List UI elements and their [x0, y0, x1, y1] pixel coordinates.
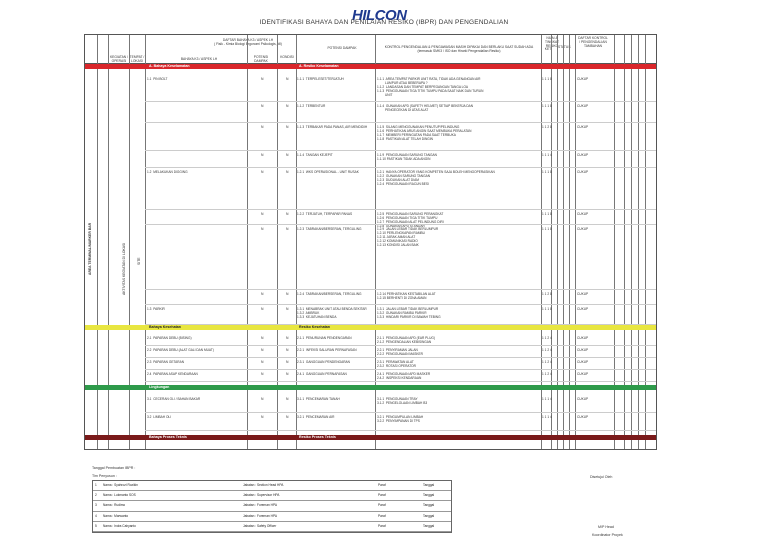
activity-cell: 2.3 PAPARAN GETARAN	[147, 360, 185, 364]
kondisi-marker: N	[261, 170, 264, 174]
team-table	[92, 480, 452, 533]
hazard-cell: 3.2.1 PENCEMARAN AIR	[297, 415, 335, 419]
team-member-row	[93, 522, 451, 532]
row-divider	[145, 381, 656, 382]
kondisi-marker: N	[261, 125, 264, 129]
kondisi-marker: N	[261, 360, 264, 364]
table-row	[85, 334, 656, 346]
score-cell: 1 1 1 8	[542, 227, 552, 231]
team-tgl: Tanggal	[423, 493, 435, 498]
hazard-cell: 1.1.3 TERBAKAR PADA PANAS, AIR MENDIDIH	[297, 125, 368, 129]
table-row	[85, 358, 656, 370]
section-label-right: Resiko Proses Teknis	[299, 435, 336, 439]
score-cell: 1 1 2 8	[542, 292, 552, 296]
kondisi-marker: N	[286, 227, 289, 231]
ibpr-table	[84, 34, 657, 450]
kondisi-marker: N	[286, 212, 289, 216]
team-rows	[93, 481, 451, 532]
team-jab: Jabatan : Foreman HPA	[243, 503, 277, 508]
activity-cell: 1.3 PARKIR	[147, 307, 165, 311]
header-ket: KET	[544, 47, 552, 51]
hazard-cell: 1.1.4 TANGAN KEJEPIT	[297, 153, 333, 157]
kondisi-marker: N	[286, 360, 289, 364]
controls-cell: 2.1.1 PENGGUNAAN APD (EAR PLUG) 2.1.2 PENGENDALIAN KEBISINGAN	[377, 336, 435, 344]
header-aspek-sub: ( Fisik - Kimia Biologi Ergonomi Psikologis, dll)	[214, 42, 282, 46]
company-logo: HILCON	[352, 7, 407, 24]
section-band-health	[85, 325, 656, 330]
table-header	[85, 35, 656, 64]
header-bahaya: BAHAYA K3 / ASPEK LH	[180, 57, 218, 61]
hazard-cell: 2.2.1 INFEKSI SALURAN PERNAFASAN	[297, 348, 357, 352]
controls-cell: 1.1.1 AREA TEMPAT PARKIR UNIT RATA, TIDAK ADA GENANGAN AIR LUMPUR ATAU BEBERAPA ? 1.1.2 LANDASAN DAN TEMPAT BERPEGANGAN TANGA LOA 1.1.3 PENGGUNAAN TIGA TITIK TUMPU PADA SAAT NAIK DAN TURUN UNIT	[377, 77, 484, 97]
kondisi-marker: N	[261, 104, 264, 108]
controls-cell: 1.2.14 PERHATIKAN KESTABILAN ALAT 1.2.15 BERHENTI DI ZONA AMAN	[377, 292, 436, 300]
status-cell: CUKUP	[577, 212, 589, 216]
controls-cell: 1.2.9 JALAN LEBAR TIDAK BERLUMPUR 1.2.10 PERLENGKAPAN RAMBU 1.2.11 JARAK AMAN ALAT 1.2.12 KOMUNIKASI RADIO 1.2.13 KONDISI JALAN BAIK	[377, 227, 439, 247]
status-cell: CUKUP	[577, 170, 589, 174]
team-nama: Nama : Lukmanto SOS	[103, 493, 136, 498]
score-cell: 1 1 1 4	[542, 153, 552, 157]
team-no: 1	[95, 483, 97, 487]
activity-cell: 1.1 PIN BOLT	[147, 77, 168, 81]
kondisi-marker: N	[286, 153, 289, 157]
table-row	[85, 210, 656, 228]
table-row	[85, 102, 656, 123]
score-cell: 1 1 1 4	[542, 415, 552, 419]
table-row	[85, 395, 656, 413]
footer-tim: Tim Penyusun :	[92, 474, 117, 478]
kondisi-marker: N	[261, 292, 264, 296]
table-row	[85, 75, 656, 102]
kondisi-marker: N	[286, 336, 289, 340]
team-member-row	[93, 512, 451, 522]
team-jab: Jabatan : Supervisor HPA	[243, 493, 280, 498]
kondisi-marker: N	[286, 397, 289, 401]
score-cell: 1 1 2 4	[542, 372, 552, 376]
status-cell: CUKUP	[577, 360, 589, 364]
team-paraf: Paraf	[378, 513, 386, 518]
section-band-safety	[85, 64, 656, 69]
status-cell: CUKUP	[577, 307, 589, 311]
score-cell: 1 1 1 8	[542, 104, 552, 108]
team-member-row	[93, 481, 451, 491]
hazard-cell: 1.2.4 TABRAKAN/BERSERAN, TERGULING	[297, 292, 362, 296]
status-cell: CUKUP	[577, 336, 589, 340]
team-no: 2	[95, 493, 97, 498]
team-nama: Nama : Syahrozi Rozikin	[103, 483, 138, 487]
status-cell: CUKUP	[577, 104, 589, 108]
team-tgl: Tanggal	[423, 513, 435, 518]
activity-cell: 2.4 PAPARAN ASAP KENDARAAN	[147, 372, 198, 376]
header-kegiatan: KEGIATAN / OPERASI	[109, 55, 128, 63]
kondisi-marker: N	[261, 336, 264, 340]
team-tgl: Tanggal	[423, 483, 435, 487]
kondisi-marker: N	[261, 307, 264, 311]
score-cell: 1 1 2 4	[542, 336, 552, 340]
score-cell: 1 1 1 8	[542, 77, 552, 81]
team-no: 3	[95, 503, 97, 508]
header-tambahan: DAFTAR KONTROL / PENGENDALIAN TAMBAHAN	[578, 36, 608, 48]
score-cell: 1 1 2 8	[542, 125, 552, 129]
status-cell: CUKUP	[577, 77, 589, 81]
activity-cell: 3.1 CECERAN OLI / BAHAN BAKAR	[147, 397, 201, 401]
header-kondisi: KONDISI	[280, 55, 294, 59]
hazard-cell: 1.1.2 TERBENTUR	[297, 104, 326, 108]
controls-cell: 1.1.4 GUNAKAN APD (SAFETY HELMET) SETIAP BEKERJA DAN PENGECEKAN DI ATAS ALAT	[377, 104, 474, 112]
status-cell: CUKUP	[577, 292, 589, 296]
activity-cell: 1.2 MELAKUKAN DIGGING	[147, 170, 188, 174]
team-member-row	[93, 491, 451, 501]
kondisi-marker: N	[286, 125, 289, 129]
status-cell: CUKUP	[577, 227, 589, 231]
kondisi-marker: N	[261, 77, 264, 81]
score-cell: 1 1 1 8	[542, 170, 552, 174]
score-cell: 1 1 1 8	[542, 307, 552, 311]
status-cell: CUKUP	[577, 397, 589, 401]
hazard-cell: 2.4.1 GANGGUAN PERNAFASAN	[297, 372, 347, 376]
score-cell: 1 1 1 8	[542, 212, 552, 216]
kondisi-marker: N	[261, 227, 264, 231]
header-tempat: TEMPAT / LOKASI	[129, 55, 145, 63]
section-label-right: Resiko Kesehatan	[299, 325, 330, 329]
team-paraf: Paraf	[378, 503, 386, 508]
table-row	[85, 413, 656, 431]
kondisi-marker: N	[261, 212, 264, 216]
status-cell: CUKUP	[577, 348, 589, 352]
score-cell: 1 1 2 4	[542, 348, 552, 352]
team-nama: Nama : Indra Cahyanto	[103, 523, 136, 528]
hazard-cell: 1.2.3 TABRAKAN/BERSERAN, TERGULING	[297, 227, 362, 231]
team-nama: Nama : Marwanto	[103, 513, 129, 518]
kondisi-marker: N	[261, 348, 264, 352]
hazard-cell: 1.2.1 WKS OPERASIONAL - UNIT RUSAK	[297, 170, 359, 174]
kondisi-marker: N	[261, 397, 264, 401]
footer-koordinator: Koordinator Proyek	[592, 533, 623, 537]
controls-cell: 1.1.5 SILANG MENGGUNAKAN PENUTUP/PELINDUNG 1.1.6 PERHATIKAN ARUS ANGIN SAAT MEMBUKA PERALATAN 1.1.7 MEMBERI PERINGATAN PADA SAAT TERBUKA 1.1.8 PASTIKAN ALAT TELAH DINGIN	[377, 125, 472, 141]
hazard-cell: 2.1.1 PENURUNAN PENDENGARAN	[297, 336, 352, 340]
controls-cell: 1.2.1 HANYA OPERATOR YANG KOMPETEN SAJA BOLEH MENGOPERASIKAN 1.2.2 GUNAKAN SARUNG TANGAN 1.2.3 DUDUKAN ALAT DIAM 1.2.4 PENGGUNAAN RACUN BESI	[377, 170, 495, 186]
kondisi-marker: N	[286, 372, 289, 376]
kondisi-marker: N	[286, 104, 289, 108]
footer-disetujui: Disetujui Oleh	[590, 475, 613, 479]
section-label: Lingkungan	[149, 385, 170, 389]
team-jab: Jabatan : Foreman HPA	[243, 513, 277, 518]
status-cell: CUKUP	[577, 415, 589, 419]
table-row	[85, 290, 656, 305]
section-label: A. Bahaya Keselamatan	[149, 64, 190, 68]
hazard-cell: 2.3.1 GANGGUAN PENDENGARAN	[297, 360, 350, 364]
score-cell: 1 1 2 4	[542, 360, 552, 364]
controls-cell: 1.3.1 JALAN LEBAR TIDAK BERLUMPUR 1.3.2 GUNAKAN RAMBU PARKIR 1.3.3 HINDARI PARKIR DI BAWAH TEBING	[377, 307, 441, 319]
activity-cell: 2.1 PAPARAN DEBU (BISING)	[147, 336, 192, 340]
team-paraf: Paraf	[378, 523, 386, 528]
section-label: Bahaya Kesehatan	[149, 325, 181, 329]
team-no: 4	[95, 513, 97, 518]
header-potensi: POTENSI DAMPAK	[253, 55, 269, 63]
team-paraf: Paraf	[378, 483, 386, 487]
header-pengendalian-sub: (termasuk SMK3 / ISO dan Hirarki Pengendalian Resiko)	[417, 49, 501, 53]
hazard-cell: 1.1.1 TERPELESET/TERJATUH	[297, 77, 344, 81]
team-paraf: Paraf	[378, 493, 386, 498]
header-pengendalian: KONTROL PENGENDALIAN & PENGAWASAN MASIH DIPAKAI DAN BERLAKU SAAT SUDAH ADA	[384, 45, 534, 49]
table-row	[85, 305, 656, 325]
team-nama: Nama : Rudimo	[103, 503, 126, 508]
kondisi-marker: N	[261, 415, 264, 419]
section-band-environment	[85, 385, 656, 390]
hazard-cell: 1.2.2 TERJATUH, TERPAPAR PANAS	[297, 212, 353, 216]
table-row	[85, 151, 656, 168]
kondisi-marker: N	[286, 307, 289, 311]
team-jab: Jabatan : Safety Officer	[243, 523, 277, 528]
hazard-cell: 1.3.1 MENABRAK UNIT ATAU BENDA SEKITAR 1.3.2 AMBRUK 1.3.3 KEJATUHAN BENDA	[297, 307, 367, 319]
kondisi-marker: N	[261, 372, 264, 376]
header-penilaian: NILAI & TINGKAT RESIKO	[544, 36, 560, 48]
status-cell: CUKUP	[577, 125, 589, 129]
header-pengendalian-resiko: POTENSI DAMPAK	[327, 46, 357, 50]
kondisi-marker: N	[261, 153, 264, 157]
kondisi-marker: N	[286, 292, 289, 296]
controls-cell: 3.2.1 PENGUMPULAN LIMBAH 3.2.2 PENYIMPANAN DI TPS	[377, 415, 424, 423]
status-cell: CUKUP	[577, 153, 589, 157]
table-row	[85, 346, 656, 358]
table-row	[85, 168, 656, 210]
row-divider	[145, 430, 656, 431]
document-title: IDENTIFIKASI BAHAYA DAN PENILAIAN RESIKO (IBPR) DAN PENGENDALIAN	[259, 19, 509, 26]
footer-tanggal: Tanggal Pembuatan IBPR :	[92, 466, 136, 470]
controls-cell: 2.4.1 PENGGUNAAN APD MASKER 2.4.2 INSPEKSI KENDARAAN	[377, 372, 431, 380]
side-kegiatan-label: AKTIVITAS KEGIATAN DI LOKASI	[122, 242, 126, 295]
activity-cell: 2.2 PAPARAN DEBU (ALAT GALI DAN MUAT)	[147, 348, 214, 352]
controls-cell: 2.3.1 PERAWATAN ALAT 2.3.2 ROTASI OPERATOR	[377, 360, 416, 368]
side-lokasi-label: SITE	[137, 257, 141, 265]
kondisi-marker: N	[286, 77, 289, 81]
team-tgl: Tanggal	[423, 503, 435, 508]
team-jab: Jabatan : Section Head HPA	[243, 483, 284, 487]
score-cell: 1 1 1 4	[542, 397, 552, 401]
section-label: Bahaya Proses Teknis	[149, 435, 187, 439]
kondisi-marker: N	[286, 170, 289, 174]
hazard-cell: 3.1.1 PENCEMARAN TANAH	[297, 397, 340, 401]
side-area-label: AREA TERMINAL/MARKER BAR	[88, 222, 92, 275]
team-member-row	[93, 501, 451, 511]
kondisi-marker: N	[286, 348, 289, 352]
controls-cell: 3.1.1 PENGGUNAAN TRAY 3.1.2 PENGELOLAAN LIMBAH B3	[377, 397, 428, 405]
table-row	[85, 370, 656, 382]
controls-cell: 1.2.5 PENGGUNAAN SARUNG PERANGKAT 1.2.6 PENGGUNAAN TIGA TITIK TUMPU 1.2.7 PENGGUNAAN ALAT PELINDUNG DIRI 1.2.8 GUNAKAN APD STANDAR	[377, 212, 444, 228]
header-status: STATUS	[558, 45, 571, 49]
header-aspek: DAFTAR BAHAYA K3 / ASPEK LH	[222, 38, 274, 42]
activity-cell: 3.2 LIMBAH OLI	[147, 415, 172, 419]
controls-cell: 2.2.1 PENYIRAMAN JALAN 2.2.2 PENGGUNAAN MASKER	[377, 348, 423, 356]
table-row	[85, 222, 656, 290]
table-row	[85, 123, 656, 151]
kondisi-marker: N	[286, 415, 289, 419]
controls-cell: 1.1.9 PENGGUNAAN SARUNG TANGAN 1.1.10 PASTIKAN TIDAK ADA ANGIN	[377, 153, 437, 161]
status-cell: CUKUP	[577, 372, 589, 376]
team-tgl: Tanggal	[423, 523, 435, 528]
team-no: 5	[95, 523, 97, 528]
section-label-right: A. Resiko Keselamatan	[299, 64, 339, 68]
section-band-process	[85, 435, 656, 440]
footer-mp-head: M/P Head	[598, 525, 614, 529]
